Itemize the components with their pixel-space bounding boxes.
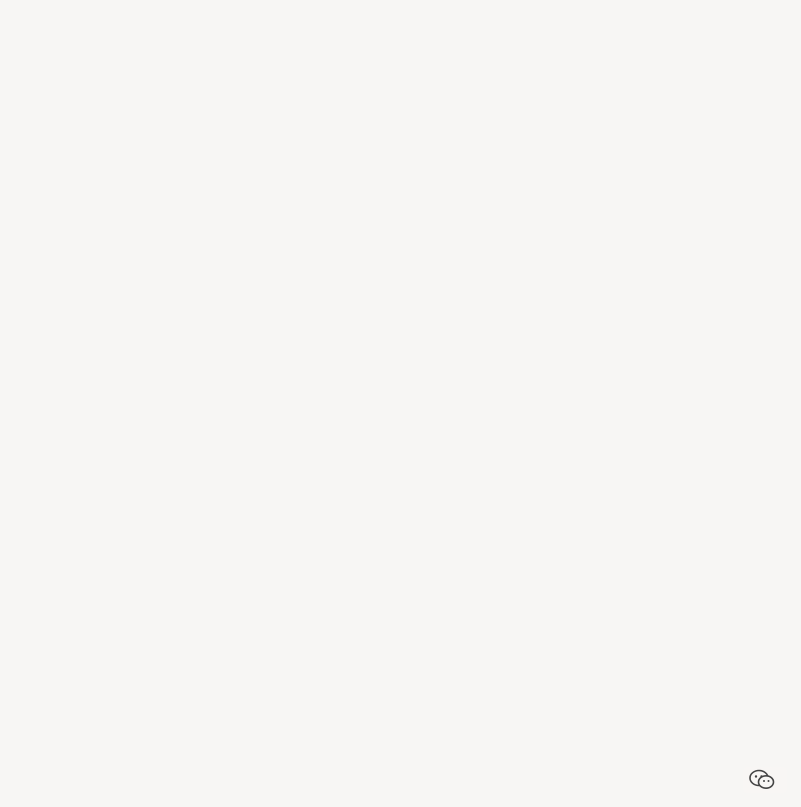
wechat-icon <box>749 769 775 791</box>
header-penetrant-type <box>10 40 234 96</box>
header-method-code <box>235 40 339 96</box>
watermark <box>743 767 787 793</box>
